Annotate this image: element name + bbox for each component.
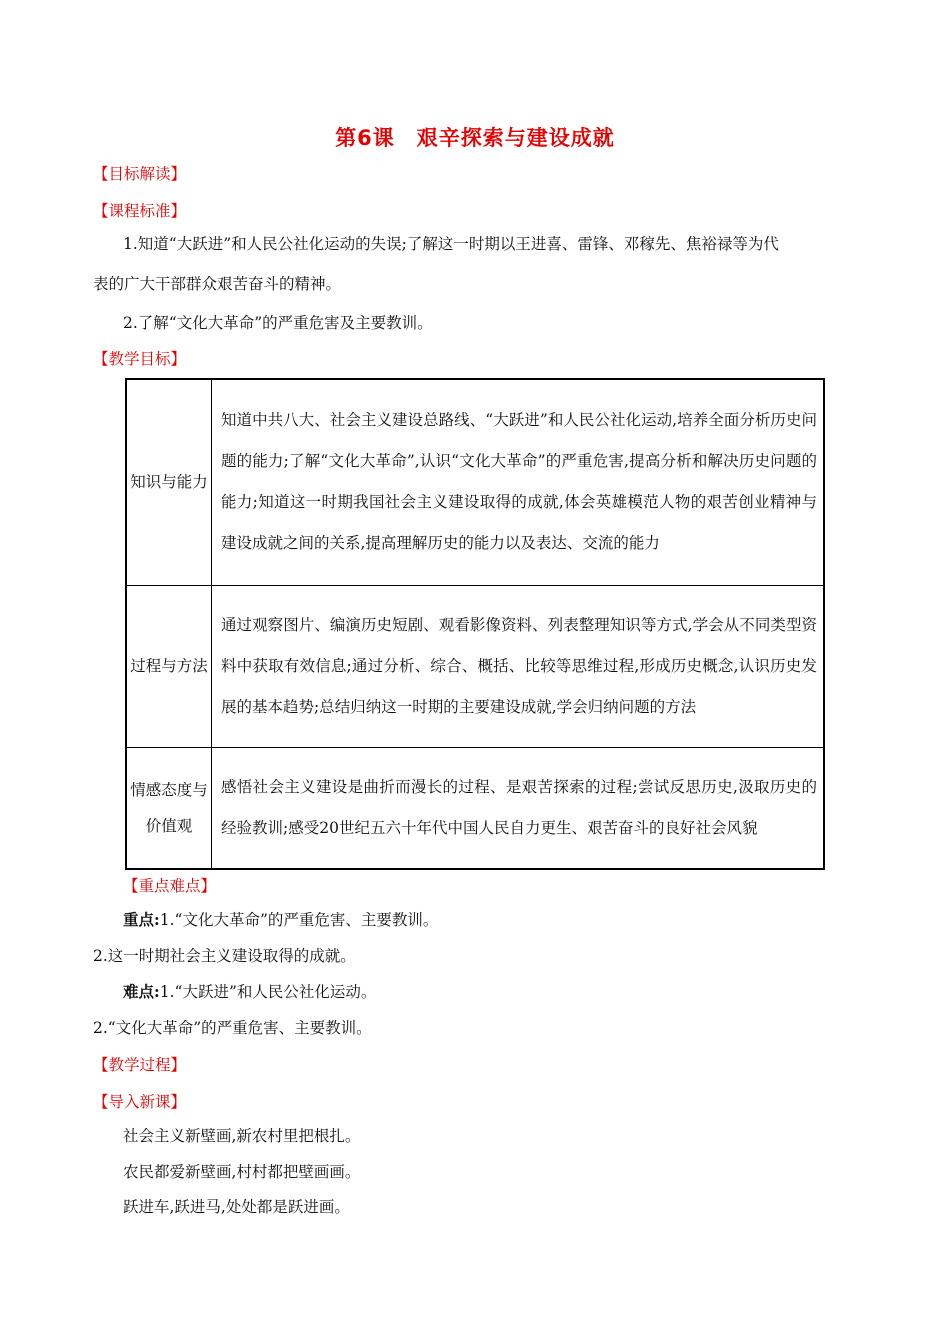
teaching-goals-table — [125, 378, 825, 870]
table-row — [126, 747, 824, 869]
intro-line-1: 社会主义新壁画,新农村里把根扎。 — [123, 1127, 361, 1145]
row-label: 过程与方法 — [126, 585, 212, 747]
heading-objective: 【目标解读】 — [93, 165, 187, 183]
zhongdian-line-1 — [123, 910, 438, 930]
zhongdian-item-1: 1.“文化大革命”的严重危害、主要教训。 — [159, 911, 439, 929]
lesson-title: 第6课 艰辛探索与建设成就 — [335, 126, 615, 150]
standard-item-1-line-2: 表的广大干部群众艰苦奋斗的精神。 — [93, 275, 342, 293]
heading-standard: 【课程标准】 — [93, 202, 187, 220]
nandian-item-2: 2.“文化大革命”的严重危害、主要教训。 — [93, 1019, 372, 1037]
nandian-label: 难点: — [123, 982, 160, 1001]
standard-item-2: 2.了解“文化大革命”的严重危害及主要教训。 — [123, 314, 433, 332]
intro-line-2: 农民都爱新壁画,村村都把壁画画。 — [123, 1163, 361, 1181]
standard-item-1-line-1: 1.知道“大跃进”和人民公社化运动的失误;了解这一时期以王进喜、雷锋、邓稼先、焦裕禄等为代 — [123, 235, 779, 253]
heading-process: 【教学过程】 — [93, 1056, 187, 1074]
row-content: 感悟社会主义建设是曲折而漫长的过程、是艰苦探索的过程;尝试反思历史,汲取历史的经验教训;感受20世纪五六十年代中国人民自力更生、艰苦奋斗的良好社会风貌 — [212, 747, 825, 869]
intro-line-3: 跃进车,跃进马,处处都是跃进画。 — [123, 1198, 350, 1216]
nandian-item-1: 1.“大跃进”和人民公社化运动。 — [159, 983, 377, 1001]
row-content: 通过观察图片、编演历史短剧、观看影像资料、列表整理知识等方式,学会从不同类型资料中获取有效信息;通过分析、综合、概括、比较等思维过程,形成历史概念,认识历史发展的基本趋势;总结归纳这一时期的主要建设成就,学会归纳问题的方法 — [212, 585, 825, 747]
zhongdian-item-2: 2.这一时期社会主义建设取得的成就。 — [93, 947, 356, 965]
row-content: 知道中共八大、社会主义建设总路线、“大跃进”和人民公社化运动,培养全面分析历史问题的能力;了解“文化大革命”,认识“文化大革命”的严重危害,提高分析和解决历史问题的能力;知道这一时期我国社会主义建设取得的成就,体会英雄模范人物的艰苦创业精神与建设成就之间的关系,提高理解历史的能力以及表达、交流的能力 — [212, 379, 825, 585]
zhongdian-label: 重点: — [123, 910, 160, 929]
row-label: 知识与能力 — [126, 379, 212, 585]
heading-key-points: 【重点难点】 — [123, 877, 217, 895]
heading-intro: 【导入新课】 — [93, 1093, 187, 1111]
row-label: 情感态度与价值观 — [126, 747, 212, 869]
table-row — [126, 585, 824, 747]
nandian-line-1 — [123, 982, 376, 1002]
heading-teaching-goals: 【教学目标】 — [93, 350, 187, 368]
table-row — [126, 379, 824, 585]
